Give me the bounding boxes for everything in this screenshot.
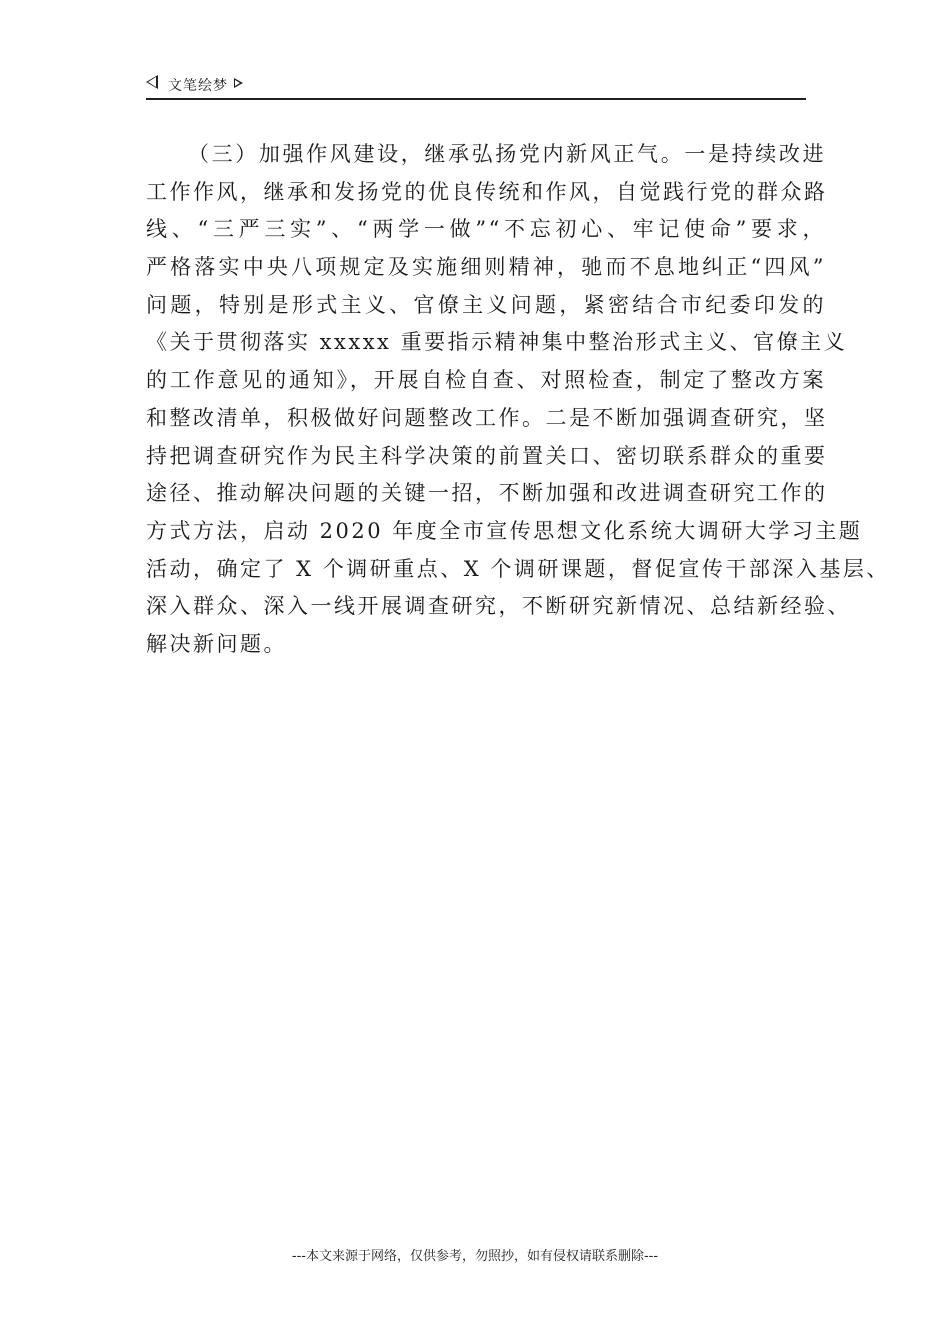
paragraph-line: （三）加强作风建设，继承弘扬党内新风正气。一是持续改进: [188, 142, 826, 166]
triangle-right-icon: [234, 78, 243, 88]
document-body: [146, 136, 890, 664]
paragraph-line: 线、“三严三实”、“两学一做”“不忘初心、牢记使命”要求，: [146, 217, 826, 242]
paragraph-line: 问题，特别是形式主义、官僚主义问题，紧密结合市纪委印发的: [146, 292, 826, 317]
paragraph-line: 途径、推动解决问题的关键一招，不断加强和改进调查研究工作的: [146, 481, 828, 506]
header-brand: 文笔绘梦: [168, 78, 228, 94]
footer-notice: ---本文来源于网络，仅供参考，勿照抄，如有侵权请联系删除---: [291, 1249, 659, 1264]
paragraph-line: 《关于贯彻落实 xxxxx 重要指示精神集中整治形式主义、官僚主义: [146, 330, 848, 355]
paragraph-line: 工作作风，继承和发扬党的优良传统和作风，自觉践行党的群众路: [146, 179, 828, 204]
page-header: [146, 72, 806, 100]
paragraph-line: 持把调查研究作为民主科学决策的前置关口、密切联系群众的重要: [146, 443, 828, 468]
paragraph-line: 和整改清单，积极做好问题整改工作。二是不断加强调查研究，坚: [146, 405, 828, 430]
paragraph-line: 解决新问题。: [146, 631, 287, 656]
paragraph-line: 活动，确定了 X 个调研重点、X 个调研课题，督促宣传干部深入基层、: [146, 556, 890, 581]
paragraph-line: 严格落实中央八项规定及实施细则精神，驰而不息地纠正“四风”: [146, 255, 826, 280]
paragraph-line: 深入群众、深入一线开展调查研究，不断研究新情况、总结新经验、: [146, 594, 851, 619]
triangle-left-icon: [146, 75, 158, 89]
paragraph-line: 的工作意见的通知》，开展自检自查、对照检查，制定了整改方案: [146, 368, 826, 393]
paragraph-line: 方式方法，启动 2020 年度全市宣传思想文化系统大调研大学习主题: [146, 518, 863, 543]
